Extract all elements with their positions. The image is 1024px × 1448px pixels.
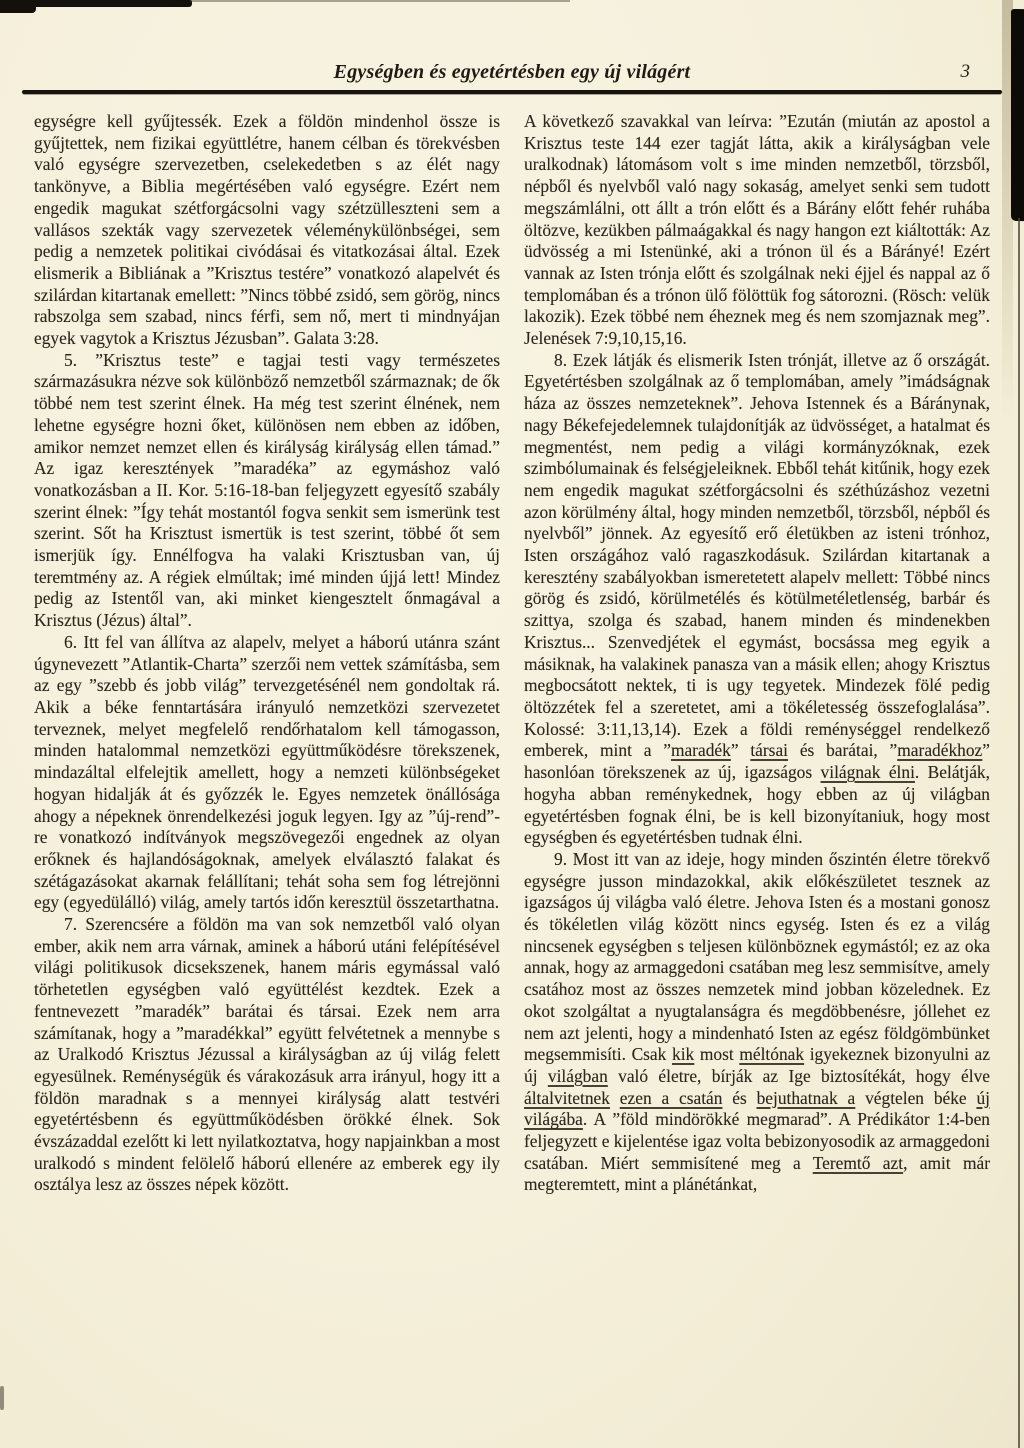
hand-underlined-text: bejuthatnak a [756, 1087, 856, 1108]
hand-underlined-text: társai [750, 740, 789, 761]
hand-underlined-text: Teremtő azt [812, 1152, 904, 1173]
hand-underlined-text: méltónak [739, 1044, 805, 1065]
scan-artifact-left-mark [0, 1386, 4, 1410]
text-run: és barátai, ” [788, 740, 898, 761]
left-column [34, 111, 500, 1196]
text-run: egységre kell gyűjtessék. Ezek a földön mindenhol össze is gyűjtettek, nem fizikai együttlétre, hanem célban és törekvésben való egységre szervezetben, cselekedetben s az élét nagy tankönyve, a Biblia megértésében való egységre. Ezért nem engedik magukat szétforgácsolni vagy szétzülleszteni sem a vallásos szekták vagy szervezetek véleménykülönbségei, sem pedig a nemzetek politikai civódásai és vitatkozásai által. Ezek elismerik a Bibliának a ”Krisztus testére” vonatkozó alapelvét és szilárdan kitartanak emellett: ”Nincs többé zsidó, sem görög, nincs rabszolga sem szabad, nincs férfi, sem nő, mert ti mindnyájan egyek vagytok a Krisztus Jézusban”. Galata 3:28. [34, 111, 500, 349]
paragraph [34, 111, 500, 350]
text-run: . A ”föld mindörökké megmarad”. A Prédikátor 1:4-ben feljegyzett e kijelentése igaz volta bebizonyosodik az armaggedoni csatában. Miért semmisítené meg a [524, 1109, 990, 1173]
text-run: végtelen béke [855, 1087, 977, 1108]
text-run: . Belátják, hogyha abban reménykednek, hogy ebben az új világban egyetértésben fognak élni, be is kell bizonyítaniuk, hogy most egységben és egyetértésben tudnak élni. [524, 762, 990, 848]
hand-underlined-text: maradék [670, 740, 731, 761]
paragraph [524, 849, 990, 1196]
text-run: 6. Itt fel van állítva az alapelv, melyet a háború utánra szánt úgynevezett ”Atlantik-Charta” szerzői nem vettek számításba, sem az egy ”szebb és jobb világ” tervezgetésénél nem gondoltak rá. Akik a béke fenntartására irányuló nemzetközi szervezetet terveznek, melyet megfelelő rendőrhatalom kell támogasson, minden hatalommal nemzetközi együttműködésre törekszenek, mindazáltal elfelejtik amellett, hogy a nemzeti különbségeket hogyan hidalják át és győzzék le. Egyes nemzetek önállósága ahogy a népeknek önrendelkezési joguk legyen. Igy az ”új-rend”-re vonatkozó indítványok megszövegezői engednek az olyan erőknek és hajlandóságoknak, amelyek elválasztó falakat és szétágazásokat akarnak felállítani; tehát soha sem fog létrejönni egy (egyedülálló) világ, amely tartós időn keresztül összetarthatna. [34, 631, 500, 913]
text-run: ” hasonlóan törekszenek az új, igazságos [524, 740, 990, 783]
text-run: és [722, 1087, 757, 1108]
text-columns [34, 111, 990, 1196]
text-run: való életre, bírják az Ige biztosítékát, hogy élve [607, 1065, 991, 1086]
text-run [610, 1088, 620, 1108]
text-run: igyekeznek bizonyulni az új [524, 1044, 990, 1086]
page-title: Egységben és egyetértésben egy új világért [333, 61, 691, 83]
paragraph [524, 111, 990, 350]
scan-artifact-right-band [1011, 9, 1024, 221]
hand-underlined-text: ezen a csatán [619, 1087, 723, 1108]
hand-underlined-text: kik [672, 1044, 695, 1065]
text-run: most [694, 1044, 740, 1065]
paragraph [34, 350, 500, 632]
scan-artifact-right-line [1018, 218, 1020, 1448]
hand-underlined-text: világnak élni [820, 762, 915, 783]
paragraph [524, 350, 990, 849]
text-run: , amit már megteremtett, mint a plánétánkat, [524, 1152, 991, 1195]
scan-artifact-top-smudge [190, 0, 570, 2]
page-header [22, 58, 1002, 88]
paragraph [34, 632, 500, 914]
hand-underlined-text: új világába [524, 1087, 990, 1130]
header-rule [22, 90, 1002, 94]
paragraph [34, 914, 500, 1196]
text-run: ” [730, 740, 751, 761]
text-run: 9. Most itt van az ideje, hogy minden őszintén életre törekvő egységre jusson mindazokkal, akik előkészületet tesznek az igazságos új világba való életre. Jehova Isten és a mostani gonosz és tökéletlen világ között nincs egység. Isten és ez a világ nincsenek egységben s teljesen különböznek egymástól; ez az oka annak, hogy az armaggedoni csatában meg lesz semmisítve, amely csatához most az összes nemzetek mind jobban közelednek. Ez okot szolgáltat a nyugtalanságra és megdöbbenésre, jóllehet ez nem azt jelenti, hogy a mindenható Isten az egész földgömbünket megsemmisíti. Csak [524, 848, 990, 1065]
hand-underlined-text: maradékhoz [897, 740, 983, 761]
right-column [524, 111, 990, 1196]
page-number: 3 [960, 61, 970, 82]
text-run: 7. Szerencsére a földön ma van sok nemzetből való olyan ember, akik nem arra várnak, aminek a háború utáni felépítésével világi politikusok dicsekszenek, hanem máris egymással való törhetetlen egységben való együttélést kezdtek. Ezek a fentnevezett ”maradék” barátai és társai. Ezek nem arra számítanak, hogy a ”maradékkal” együtt felvétetnek a mennybe s az Uralkodó Krisztus Jézussal a királyságban az új világ felett egyesülnek. Reménységük és várakozásuk arra irányul, hogy itt a földön maradnak s a mennyei királyság alatt testvéri egyetértésbenn és együttműködésben örökké élnek. Sok évszázaddal ezelőtt ki lett nyilatkoztatva, hogy napjainkban a most uralkodó s mindent felölelő háború ellenére az emberek egy ily osztálya lesz az összes népek között. [34, 914, 500, 1195]
text-run: 8. Ezek látják és elismerik Isten trónját, illetve az ő országát. Egyetértésben szolgálnak az ő templomában, amely ”imádságnak háza az összes nemzeteknek”. Jehova Istennek és a Báránynak, nagy Békefejedelemnek tulajdonítják az üdvösséget, a hatalmat és megmentést, nem pedig a világi kormányzóknak, ezek szimbólumainak és felségjeleiknek. Ebből tehát kitűnik, hogy ezek nem engedik magukat szétforgácsolni és széthúzáshoz vezetni azon körülmény által, hogy minden nemzetből, törzsből, népből és nyelvből” jönnek. Az egyesítő erő életükben az isteni trónhoz, Isten országához való ragaszkodásuk. Szilárdan kitartanak a keresztény szabályokban ismeretetett alapelv mellett: Többé nincs görög és zsidó, körülmetélés és kötülmetéletlenség, barbár és szittya, szolga és szabad, hanem minden és mindenekben Krisztus... Szenvedjétek el egymást, bocsássa meg egyik a másiknak, ha valakinek panasza van a másik ellen; ahogy Krisztus megbocsátott nektek, ti is ugy tegyetek. Mindezek fölé pedig öltözzétek fel a szeretetet, ami a tökéletesség összefoglalása”. Kolossé: 3:11,13,14). Ezek a földi reménységgel rendelkező emberek, mint a ” [524, 349, 990, 761]
hand-underlined-text: általvitetnek [524, 1087, 610, 1108]
text-run: A következő szavakkal van leírva: ”Ezután (miután az apostol a Krisztus teste 144 ezer tagját látta, akik a királyságban vele uralkodnak) látomásom volt s ime minden nemzetből, törzsből, népből és nyelvből való nagy sokaság, amelyet senki sem tudott megszámlálni, ott állt a trón előtt és a Bárány előtt fehér ruhába öltözve, kezükben pálmaágakkal és nagy hangon ezt kiáltották: Az üdvösség a mi Istenünké, aki a trónon ül és a Bárányé! Ezért vannak az Isten trónja előtt és szolgálnak neki éjjel és nappal az ő templomában és a trónon ülő fölöttük fog sátorozni. (Rösch: velük lakozik). Ezek többé nem éheznek meg és nem szomjaznak meg”. Jelenések 7:9,10,15,16. [524, 111, 990, 349]
hand-underlined-text: világban [547, 1065, 608, 1086]
scan-artifact-top-corner [0, 0, 36, 13]
text-run: 5. ”Krisztus teste” e tagjai testi vagy természetes származásukra nézve sok különböző nemzetből származnak; de ők többé nem test szerint élnek. Ha még test szerint élnének, nem lehetne egységre hozni őket, különösen nem ebben az időben, amikor nemzet nemzet ellen és királyság királyság ellen támad.” Az igaz keresztények ”maradéka” az egymáshoz való vonatkozásban a II. Kor. 5:16-18-ban feljegyzett egyesítő szabály szerint élnek: ”Így tehát mostantól fogva senkit sem ismerünk test szerint. Sőt ha Krisztust ismertük is test szerint, többé őt sem ismerjük így. Ennélfogva ha valaki Krisztusban van, új teremtmény az. A régiek elmúltak; imé minden újjá lett! Mindez pedig az Istentől van, aki minket kiengesztelt őnmagával a Krisztus (Jézus) által”. [34, 349, 500, 631]
